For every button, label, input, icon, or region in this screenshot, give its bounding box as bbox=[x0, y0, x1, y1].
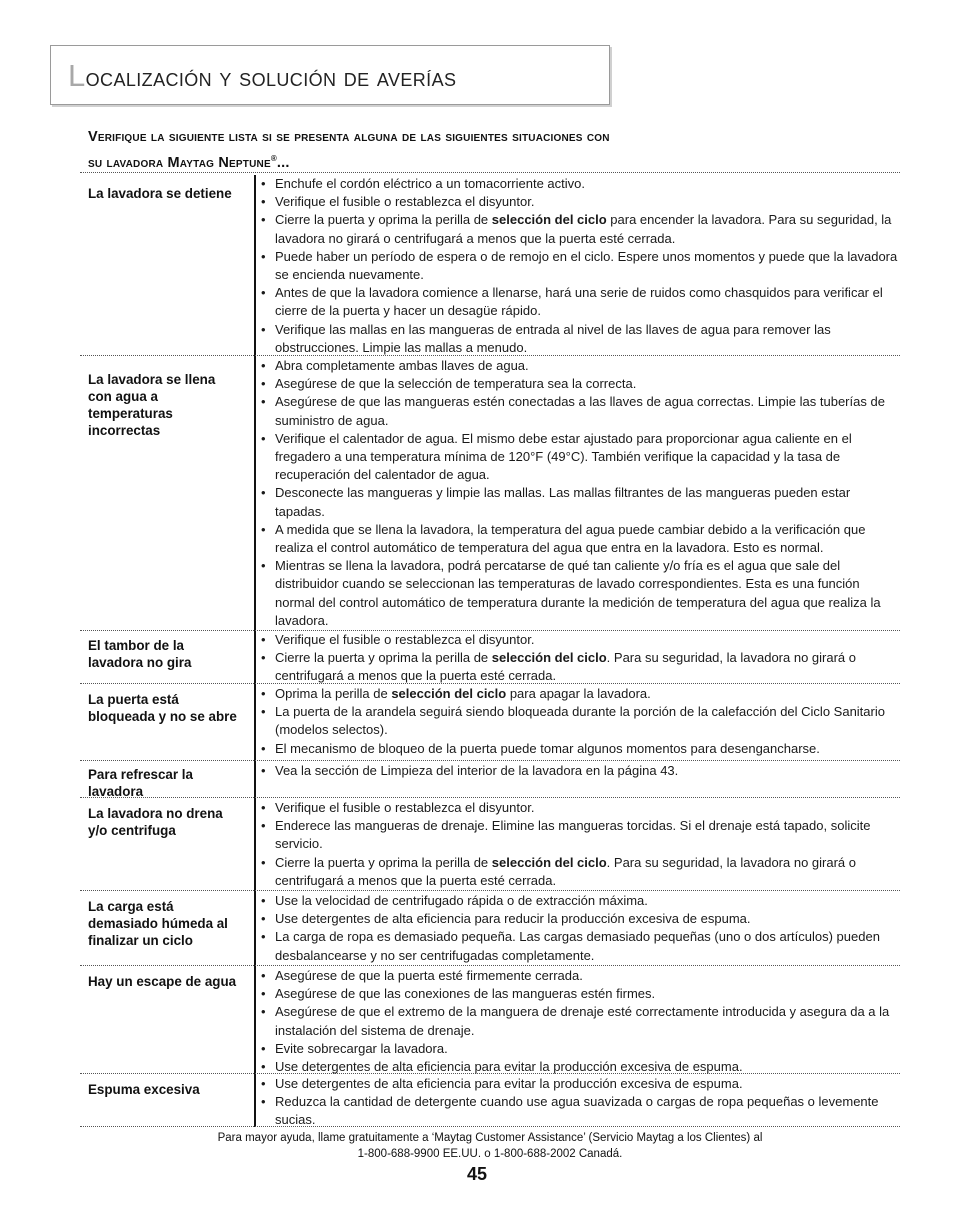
solution-text: Vea la sección de Limpieza del interior de la lavadora en la página 43. bbox=[275, 763, 679, 778]
solution-item bbox=[260, 631, 900, 649]
solution-item bbox=[260, 817, 900, 853]
solution-text-continued: . Para su seguridad, la lavadora no girará o centrifugará a menos que la puerta esté cerrada. bbox=[275, 650, 856, 684]
solution-text: Enderece las mangueras de drenaje. Elimine las mangueras torcidas. Si el drenaje está tapado, solicite servicio. bbox=[275, 818, 871, 852]
solution-text: Cierre la puerta y oprima la perilla de bbox=[275, 854, 492, 870]
solution-item bbox=[260, 762, 900, 780]
solution-item bbox=[260, 1093, 900, 1129]
problem-label: La puerta está bloqueada y no se abre bbox=[88, 692, 237, 724]
problem-label: La lavadora se detiene bbox=[88, 186, 232, 201]
intro-line-2-ellipsis: ... bbox=[276, 154, 290, 171]
problem-label: Hay un escape de agua bbox=[88, 974, 237, 989]
solution-text: Asegúrese de que las mangueras estén conectadas a las llaves de agua correctas. Limpie las tuberías de suministro de agua. bbox=[275, 394, 885, 428]
solution-text: Evite sobrecargar la lavadora. bbox=[275, 1040, 448, 1056]
solution-text: El mecanismo de bloqueo de la puerta puede tomar algunos momentos para desengancharse. bbox=[275, 740, 820, 756]
solution-text: Verifique el fusible o restablezca el disyuntor. bbox=[275, 632, 535, 647]
solution-item bbox=[260, 799, 900, 817]
problem-label: La lavadora se llena con agua a temperaturas incorrectas bbox=[88, 372, 216, 438]
solution-text: Asegúrese de que el extremo de la manguera de drenaje esté correctamente introducida y asegura da a la instalación del sistema de drenaje. bbox=[275, 1004, 890, 1038]
solution-text: A medida que se llena la lavadora, la temperatura del agua puede cambiar debido a la verificación que realiza el control automático de temperatura del agua que entra en la lavadora. Esto es normal. bbox=[275, 521, 866, 556]
solution-text: Abra completamente ambas llaves de agua. bbox=[275, 358, 529, 373]
solution-list bbox=[260, 175, 900, 357]
solution-text: Puede haber un período de espera o de remojo en el ciclo. Espere unos momentos y puede que la lavadora se encienda nuevamente. bbox=[275, 248, 898, 283]
solution-item bbox=[260, 703, 900, 739]
solution-list bbox=[260, 685, 900, 758]
solution-item bbox=[260, 685, 900, 703]
solution-text: Verifique el fusible o restablezca el disyuntor. bbox=[275, 194, 535, 210]
solution-text: Mientras se llena la lavadora, podrá percatarse de qué tan caliente y/o fría es el agua que sale del distribuidor cuando se seleccionan las temperaturas de lavado correspondientes. Esta es una función normal del control automático de temperatura durante la medición de temperatura del agua que realiza la lavadora. bbox=[275, 558, 881, 628]
solution-text: Use detergentes de alta eficiencia para reducir la producción excesiva de espuma. bbox=[275, 911, 751, 927]
footer-line-1: Para mayor ayuda, llame gratuitamente a ‘Maytag Customer Assistance’ (Servicio Maytag a los Clientes) al bbox=[217, 1132, 763, 1144]
problem-label: La carga está demasiado húmeda al finalizar un ciclo bbox=[88, 899, 228, 948]
solution-list bbox=[260, 799, 900, 890]
intro-line-1: Verifique la siguiente lista si se presenta alguna de las siguientes situaciones con bbox=[88, 129, 610, 145]
solution-item bbox=[260, 985, 900, 1003]
solution-item bbox=[260, 910, 900, 928]
control-name: selección del ciclo bbox=[491, 854, 607, 870]
solution-item bbox=[260, 854, 900, 890]
solution-item bbox=[260, 430, 900, 485]
problem-label: El tambor de la lavadora no gira bbox=[88, 638, 192, 670]
solution-text: Asegúrese de que la selección de temperatura sea la correcta. bbox=[275, 376, 637, 392]
solution-item bbox=[260, 928, 900, 964]
solution-item bbox=[260, 557, 900, 630]
solution-list bbox=[260, 631, 900, 686]
column-separator bbox=[254, 175, 256, 1127]
solution-item bbox=[260, 284, 900, 320]
solution-item bbox=[260, 892, 900, 910]
footer-line-2: 1-800-688-9900 EE.UU. o 1-800-688-2002 Canadá. bbox=[357, 1148, 623, 1160]
problem-label: Espuma excesiva bbox=[88, 1082, 200, 1097]
solution-item bbox=[260, 1040, 900, 1058]
solution-list bbox=[260, 1075, 900, 1130]
solution-text: Reduzca la cantidad de detergente cuando use agua suavizada o cargas de ropa pequeñas o levemente sucias. bbox=[275, 1094, 879, 1128]
solution-text: Verifique las mallas en las mangueras de entrada al nivel de las llaves de agua para remover las obstrucciones. Limpie las mallas a menudo. bbox=[275, 321, 831, 355]
solution-item bbox=[260, 175, 900, 193]
solution-list bbox=[260, 892, 900, 965]
footer bbox=[80, 1130, 900, 1162]
problem-label: Para refrescar la lavadora bbox=[88, 767, 193, 799]
registered-mark: ® bbox=[270, 154, 277, 163]
intro-heading bbox=[88, 127, 888, 174]
row-divider bbox=[80, 965, 900, 966]
solution-text: Use detergentes de alta eficiencia para evitar la producción excesiva de espuma. bbox=[275, 1059, 743, 1075]
intro-line-2-text: su lavadora Maytag Neptune bbox=[88, 154, 271, 171]
solution-item bbox=[260, 1003, 900, 1039]
solution-text: Verifique el calentador de agua. El mismo debe estar ajustado para proporcionar agua caliente en el fregadero a una temperatura mínima de 120°F (49°C). También verifique la capacidad y la tasa de recuperación del calentador de agua. bbox=[275, 430, 852, 483]
solution-text: Desconecte las mangueras y limpie las mallas. Las mallas filtrantes de las mangueras pueden estar tapadas. bbox=[275, 485, 851, 519]
solution-text: Asegúrese de que las conexiones de las mangueras estén firmes. bbox=[275, 986, 656, 1002]
solution-item bbox=[260, 521, 900, 557]
control-name: selección del ciclo bbox=[491, 212, 607, 228]
row-divider bbox=[80, 890, 900, 891]
solution-item bbox=[260, 357, 900, 375]
solution-text: Cierre la puerta y oprima la perilla de bbox=[275, 650, 492, 666]
title-box bbox=[50, 45, 610, 105]
solution-text: Use la velocidad de centrifugado rápida o de extracción máxima. bbox=[275, 893, 648, 908]
solution-item bbox=[260, 1058, 900, 1076]
solution-text: Antes de que la lavadora comience a llenarse, hará una serie de ruidos como chasquidos para verificar el cierre de la puerta y hacer un desagüe rápido. bbox=[275, 285, 883, 319]
solution-list bbox=[260, 357, 900, 630]
solution-list bbox=[260, 967, 900, 1076]
solution-text: Oprima la perilla de bbox=[275, 686, 392, 701]
page-number: 45 bbox=[466, 1164, 488, 1184]
row-divider bbox=[80, 172, 900, 173]
control-name: selección del ciclo bbox=[391, 686, 507, 701]
page-title: Localización y solución de averías bbox=[68, 58, 457, 93]
solution-item bbox=[260, 211, 900, 247]
solution-item bbox=[260, 375, 900, 393]
solution-text-continued: para encender la lavadora. Para su seguridad, la lavadora no girará o centrifugará a menos que la puerta esté cerrada. bbox=[275, 212, 892, 246]
solution-item bbox=[260, 484, 900, 520]
solution-item bbox=[260, 967, 900, 985]
solution-text: Asegúrese de que la puerta esté firmemente cerrada. bbox=[275, 968, 583, 983]
solution-text: Cierre la puerta y oprima la perilla de bbox=[275, 212, 492, 228]
solution-text: Use detergentes de alta eficiencia para evitar la producción excesiva de espuma. bbox=[275, 1076, 743, 1091]
row-divider bbox=[80, 760, 900, 761]
solution-text-continued: para apagar la lavadora. bbox=[506, 686, 651, 701]
solution-text: La puerta de la arandela seguirá siendo bloqueada durante la porción de la calefacción del Ciclo Sanitario (modelos selectos). bbox=[275, 704, 885, 738]
solution-item bbox=[260, 193, 900, 211]
problem-label: La lavadora no drena y/o centrifuga bbox=[88, 806, 223, 838]
solution-text: La carga de ropa es demasiado pequeña. Las cargas demasiado pequeñas (uno o dos artículos) pueden desbalancearse y no ser centrifugadas completamente. bbox=[275, 929, 880, 963]
solution-item bbox=[260, 1075, 900, 1093]
solution-item bbox=[260, 321, 900, 357]
solution-list bbox=[260, 762, 900, 780]
solution-text-continued: . Para su seguridad, la lavadora no girará o centrifugará a menos que la puerta esté cerrada. bbox=[275, 854, 856, 888]
solution-text: Enchufe el cordón eléctrico a un tomacorriente activo. bbox=[275, 176, 586, 191]
solution-item bbox=[260, 740, 900, 758]
solution-item bbox=[260, 649, 900, 685]
intro-line-2 bbox=[88, 148, 888, 174]
solution-text: Verifique el fusible o restablezca el disyuntor. bbox=[275, 800, 535, 815]
solution-item bbox=[260, 393, 900, 429]
control-name: selección del ciclo bbox=[491, 650, 607, 666]
solution-item bbox=[260, 248, 900, 284]
